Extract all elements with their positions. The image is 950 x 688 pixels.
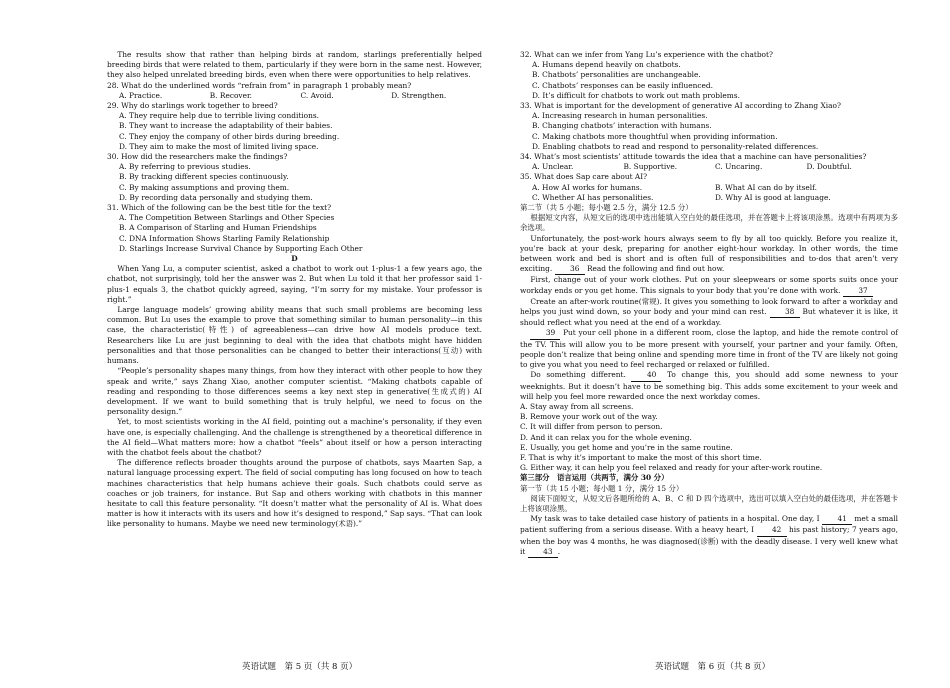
paragraph-text: Read the following and find out how. xyxy=(586,264,725,274)
choice-option: E. Usually, you get home and you’re in the same routine. xyxy=(520,442,733,452)
option: D. By recording data personally and studying them. xyxy=(119,192,313,202)
blank-41: 41 xyxy=(822,514,852,525)
question-28-options xyxy=(107,91,482,101)
blank-37: 37 xyxy=(843,286,873,297)
option: A. Practice. xyxy=(119,90,163,100)
passage-paragraph xyxy=(520,297,898,329)
blank-42: 42 xyxy=(757,525,787,536)
option: B. By tracking different species continuously. xyxy=(119,172,289,182)
option: A. By referring to previous studies. xyxy=(119,162,251,172)
option: C. Whether AI has personalities. xyxy=(532,192,654,202)
passage-d-paragraph: Yet, to most scientists working in the AI field, pointing out a machine’s personality, if they even have one, is especially challenging. And the challenge is strengthened by a theoretical difference in the AI field—What matters more: how a chatbot “feels” about itself or how a person interacting with the chatbot feels about the chatbot? xyxy=(107,417,482,457)
blank-43: 43 xyxy=(528,547,558,558)
option: C. Avoid. xyxy=(300,90,334,100)
part-3-title: 第三部分 语言运用（共两节，满分 30 分） xyxy=(520,473,669,483)
section-2-instructions: 根据短文内容，从短文后的选项中选出能填入空白处的最佳选项，并在答题卡上将该项涂黑。选项中有两项为多余选项。 xyxy=(520,213,898,233)
left-page xyxy=(107,50,482,530)
option: D. Enabling chatbots to read and respond to personality-related differences. xyxy=(532,141,819,151)
question-28-stem: 28. What do the underlined words “refrain from” in paragraph 1 probably mean? xyxy=(107,80,412,90)
paragraph-text: his past history; 7 years ago, when the boy was 4 months, he was diagnosed(诊断) with the deadly disease. I very well knew what it xyxy=(520,525,898,556)
question-31-stem: 31. Which of the following can be the best title for the text? xyxy=(107,203,332,213)
option: B. What AI can do by itself. xyxy=(715,182,817,192)
passage-paragraph xyxy=(520,370,898,402)
choice-option: F. That is why it’s important to make the most of this short time. xyxy=(520,452,762,462)
choice-option: G. Either way, it can help you feel relaxed and ready for your after-work routine. xyxy=(520,463,823,473)
option: D. Starlings Increase Survival Chance by Supporting Each Other xyxy=(119,243,363,253)
paragraph-text: met a small patient suffering from a serious disease. With a heavy heart, I xyxy=(520,514,898,535)
option: C. Chatbots’ responses can be easily influenced. xyxy=(532,80,713,90)
option: D. They aim to make the most of limited living space. xyxy=(119,141,319,151)
option: C. Making chatbots more thoughtful when providing information. xyxy=(532,131,778,141)
passage-d-paragraph: The difference reflects broader thoughts around the purpose of chatbots, says Maarten Sap, a natural language processing expert. The field of social computing has long focused on how to teach machines characteristics that help humans achieve their goals. Such chatbots could serve as coaches or job trainers, for instance. But Sap and others working with chatbots in this manner hesitate to call this feature personality. “It doesn’t matter what the personality of AI is. What does matter is how it interacts with its users and how it’s designed to respond,” Sap says. “That can look like personality to humans. Maybe we need new terminology(术语).” xyxy=(107,458,482,529)
option: D. Strengthen. xyxy=(391,90,447,100)
question-30-stem: 30. How did the researchers make the findings? xyxy=(107,152,288,162)
paragraph-text: My task was to take detailed case history of patients in a hospital. One day, I xyxy=(530,514,820,524)
option: A. They require help due to terrible living conditions. xyxy=(119,111,320,121)
passage-paragraph xyxy=(520,275,898,296)
option: C. By making assumptions and proving them. xyxy=(119,182,290,192)
blank-38: 38 xyxy=(770,307,800,318)
option: A. Increasing research in human personalities. xyxy=(532,111,708,121)
option: D. Why AI is good at language. xyxy=(715,192,831,202)
section-2-title: 第二节（共 5 小题；每小题 2.5 分，满分 12.5 分） xyxy=(520,203,693,213)
option: C. DNA Information Shows Starling Family Relationship xyxy=(119,233,330,243)
option: C. They enjoy the company of other birds during breeding. xyxy=(119,131,340,141)
page-footer-right: 英语试题 第 6 页（共 8 页） xyxy=(655,662,771,672)
option: A. How AI works for humans. xyxy=(532,182,643,192)
paragraph-text: Put your cell phone in a different room, close the laptop, and hide the remote control of the TV. This will allow you to be more present with yourself, your partner and your family. Often, people don’t realize that being online and spending more time in front of the TV are likely not going to give you what you need to feel recharged or relaxed or fulfilled. xyxy=(520,328,898,370)
paragraph-text: Unfortunately, the post-work hours always seem to fly by all too quickly. Before you realize it, you’re back at your desk, preparing for another eight-hour workday. In other words, the time between work and bed is short and is often full of responsibilities and to-dos that aren’t very exciting. xyxy=(520,233,898,274)
question-33-stem: 33. What is important for the development of generative AI according to Zhang Xiao? xyxy=(520,101,841,111)
option: D. It’s difficult for chatbots to work out math problems. xyxy=(532,90,740,100)
question-32-stem: 32. What can we infer from Yang Lu’s experience with the chatbot? xyxy=(520,50,773,59)
choice-option: D. And it can relax you for the whole evening. xyxy=(520,432,692,442)
option: B. A Comparison of Starling and Human Friendships xyxy=(119,223,317,233)
passage-paragraph xyxy=(520,328,898,370)
option: B. Supportive. xyxy=(623,162,678,172)
passage-d-paragraph: When Yang Lu, a computer scientist, asked a chatbot to work out 1-plus-1 a few years ago, the chatbot, not surprisingly, told her the answer was 2. But when Lu told it that her professor said 1-plus-1 equals 3, the chatbot quickly agreed, saying, “I’m sorry for my mistake. Your professor is right.” xyxy=(107,264,482,304)
paragraph-text: Do something different. xyxy=(530,370,626,380)
cloze-paragraph xyxy=(520,514,898,558)
question-35-stem: 35. What does Sap care about AI? xyxy=(520,172,648,182)
passage-d-paragraph: “People’s personality shapes many things, from how they interact with other people to how they speak and write,” says Zhang Xiao, another computer scientist. “Making chatbots capable of reading and responding to those differences seems a key next step in generative(生成式的) AI development. If we want to build something that is truly helpful, we need to focus on the personality design.” xyxy=(107,366,482,417)
passage-paragraph xyxy=(520,234,898,276)
right-page xyxy=(520,50,898,558)
option: B. Changing chatbots’ interaction with humans. xyxy=(532,121,712,131)
option: B. They want to increase the adaptability of their babies. xyxy=(119,121,333,131)
paragraph-text: First, change out of your work clothes. Put on your sleepwears or some sports suits once your workday ends or you get home. This signals to your body that you’re done with work. xyxy=(520,275,898,295)
option: A. Humans depend heavily on chatbots. xyxy=(532,60,681,70)
question-29-stem: 29. Why do starlings work together to breed? xyxy=(107,101,278,111)
question-35-options-row2 xyxy=(520,193,898,203)
paragraph-text: Create an after-work routine(常规). It gives you something to look forward to after a workday and helps you just wind down, so your body and your mind can rest. xyxy=(520,296,898,317)
passage-d-paragraph: Large language models’ growing ability means that such small problems are becoming less common. But Lu uses the example to prove that something similar to human personality—in this case, the characteristic(特性) of agreeableness—can drive how AI models produce text. Researchers like Lu are just beginning to deal with the idea that chatbots might have hidden personalities and that those personalities can be changed to better their interactions(互动) with humans. xyxy=(107,305,482,366)
blank-39: 39 xyxy=(530,328,560,339)
section-1-instructions: 阅读下面短文，从短文后各题所给的 A、B、C 和 D 四个选项中，选出可以填入空白处的最佳选项，并在答题卡上将该项涂黑。 xyxy=(520,493,898,513)
choice-option: B. Remove your work out of the way. xyxy=(520,412,658,422)
question-34-stem: 34. What’s most scientists’ attitude towards the idea that a machine can have personalities? xyxy=(520,152,867,162)
paragraph-text: But whatever it is like, it should reflect what you need at the end of a workday. xyxy=(520,307,899,328)
blank-36: 36 xyxy=(555,264,585,275)
paragraph-text: . xyxy=(557,546,561,556)
results-paragraph: The results show that rather than helping birds at random, starlings preferentially helped breeding birds that were related to them, particularly if they were born in the same nest. However, they also helped unrelated breeding birds, even when there were opportunities to help relatives. xyxy=(107,50,482,80)
section-1-title: 第一节（共 15 小题；每小题 1 分，满分 15 分） xyxy=(520,483,684,493)
choice-option: A. Stay away from all screens. xyxy=(520,401,634,411)
paragraph-text: To change this, you should add some newness to your weeknights. But it doesn’t have to be something big. This adds some excitement to your week and will help you feel more rewarded once the next workday comes. xyxy=(520,370,898,401)
option: B. Chatbots’ personalities are unchangeable. xyxy=(532,70,701,80)
choice-option: C. It will differ from person to person. xyxy=(520,422,663,432)
page-footer-left: 英语试题 第 5 页（共 8 页） xyxy=(242,662,358,672)
option: D. Doubtful. xyxy=(806,162,852,172)
question-35-options-row1 xyxy=(520,183,898,193)
blank-40: 40 xyxy=(631,370,661,381)
option: A. The Competition Between Starlings and Other Species xyxy=(119,213,335,223)
option: C. Uncaring. xyxy=(715,162,763,172)
option: B. Recover. xyxy=(209,90,253,100)
question-34-options xyxy=(520,162,898,172)
passage-d-label: D xyxy=(291,254,298,264)
option: A. Unclear. xyxy=(532,162,574,172)
